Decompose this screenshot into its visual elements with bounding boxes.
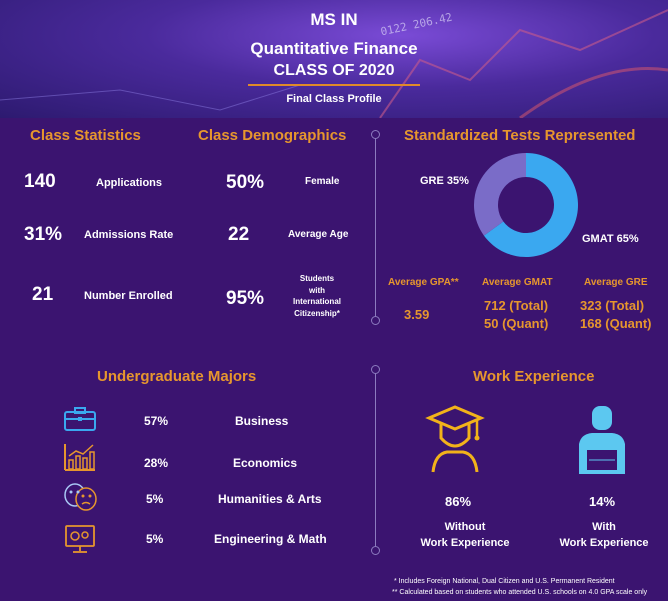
gmat-quant: 50 (Quant) (484, 316, 549, 331)
test-donut-chart (471, 150, 581, 260)
without-experience-pct: 86% (445, 494, 472, 509)
applications-value: 140 (24, 171, 56, 192)
divider-dot (371, 546, 380, 555)
international-label-line: Students (299, 274, 335, 283)
majors-heading: Undergraduate Majors (97, 368, 257, 385)
engineering-pct: 5% (146, 532, 164, 546)
with-experience-label-2: Work Experience (559, 537, 649, 549)
vertical-divider-bottom (375, 370, 376, 550)
title-underline (248, 84, 420, 86)
gre-heading: Average GRE (584, 277, 648, 288)
economics-label: Economics (233, 456, 298, 470)
female-label: Female (305, 176, 340, 187)
work-experience-heading: Work Experience (473, 368, 595, 385)
with-experience-label-1: With (592, 521, 616, 533)
theater-masks-icon (62, 482, 98, 512)
international-label (282, 273, 352, 319)
average-age-value: 22 (228, 224, 250, 245)
donut-slice-gre (474, 153, 526, 236)
title-line-1: MS IN (310, 10, 358, 29)
international-label-line: International (292, 297, 341, 306)
humanities-pct: 5% (146, 492, 164, 506)
admissions-rate-label: Admissions Rate (84, 229, 174, 241)
class-statistics-heading: Class Statistics (30, 127, 141, 144)
gpa-value: 3.59 (404, 307, 430, 322)
class-demographics-heading: Class Demographics (198, 127, 347, 144)
number-enrolled-value: 21 (32, 284, 54, 305)
business-label: Business (235, 414, 289, 428)
business-pct: 57% (144, 414, 169, 428)
gre-share-label: GRE 35% (420, 175, 469, 187)
vertical-divider-top (375, 134, 376, 320)
divider-dot (371, 316, 380, 325)
title-line-2: Quantitative Finance (250, 39, 418, 58)
with-experience-pct: 14% (589, 494, 616, 509)
gmat-heading: Average GMAT (482, 277, 553, 288)
title-line-3: CLASS OF 2020 (273, 62, 395, 79)
without-experience-label-1: Without (444, 521, 486, 533)
gpa-heading: Average GPA** (388, 277, 459, 288)
international-label-line: Citizenship* (294, 308, 340, 318)
gre-quant: 168 (Quant) (580, 316, 652, 331)
engineering-label: Engineering & Math (214, 532, 327, 546)
gmat-share-label: GMAT 65% (582, 233, 639, 245)
footnote-1: * Includes Foreign National, Dual Citizen and U.S. Permanent Resident (394, 578, 615, 585)
tests-heading: Standardized Tests Represented (404, 127, 636, 144)
graduate-icon (425, 404, 485, 474)
number-enrolled-label: Number Enrolled (84, 290, 173, 302)
bar-chart-icon (63, 442, 97, 472)
briefcase-icon (63, 406, 97, 432)
applications-label: Applications (96, 177, 163, 189)
international-label-line: with (309, 285, 325, 295)
monitor-gears-icon (64, 524, 96, 554)
professional-laptop-icon (577, 404, 627, 478)
ticker-text: 0122 206.42 (379, 10, 454, 39)
page-subtitle: Final Class Profile (286, 93, 382, 105)
female-value: 50% (226, 172, 265, 193)
humanities-label: Humanities & Arts (218, 492, 322, 506)
admissions-rate-value: 31% (24, 224, 63, 245)
economics-pct: 28% (144, 456, 169, 470)
without-experience-label-2: Work Experience (420, 537, 510, 549)
divider-dot (371, 365, 380, 374)
average-age-label: Average Age (288, 229, 349, 240)
header-banner (0, 0, 668, 118)
international-value: 95% (226, 288, 265, 309)
gmat-total: 712 (Total) (484, 298, 549, 313)
footnote-2: ** Calculated based on students who attended U.S. schools on 4.0 GPA scale only (392, 589, 648, 596)
gre-total: 323 (Total) (580, 298, 645, 313)
divider-dot (371, 130, 380, 139)
